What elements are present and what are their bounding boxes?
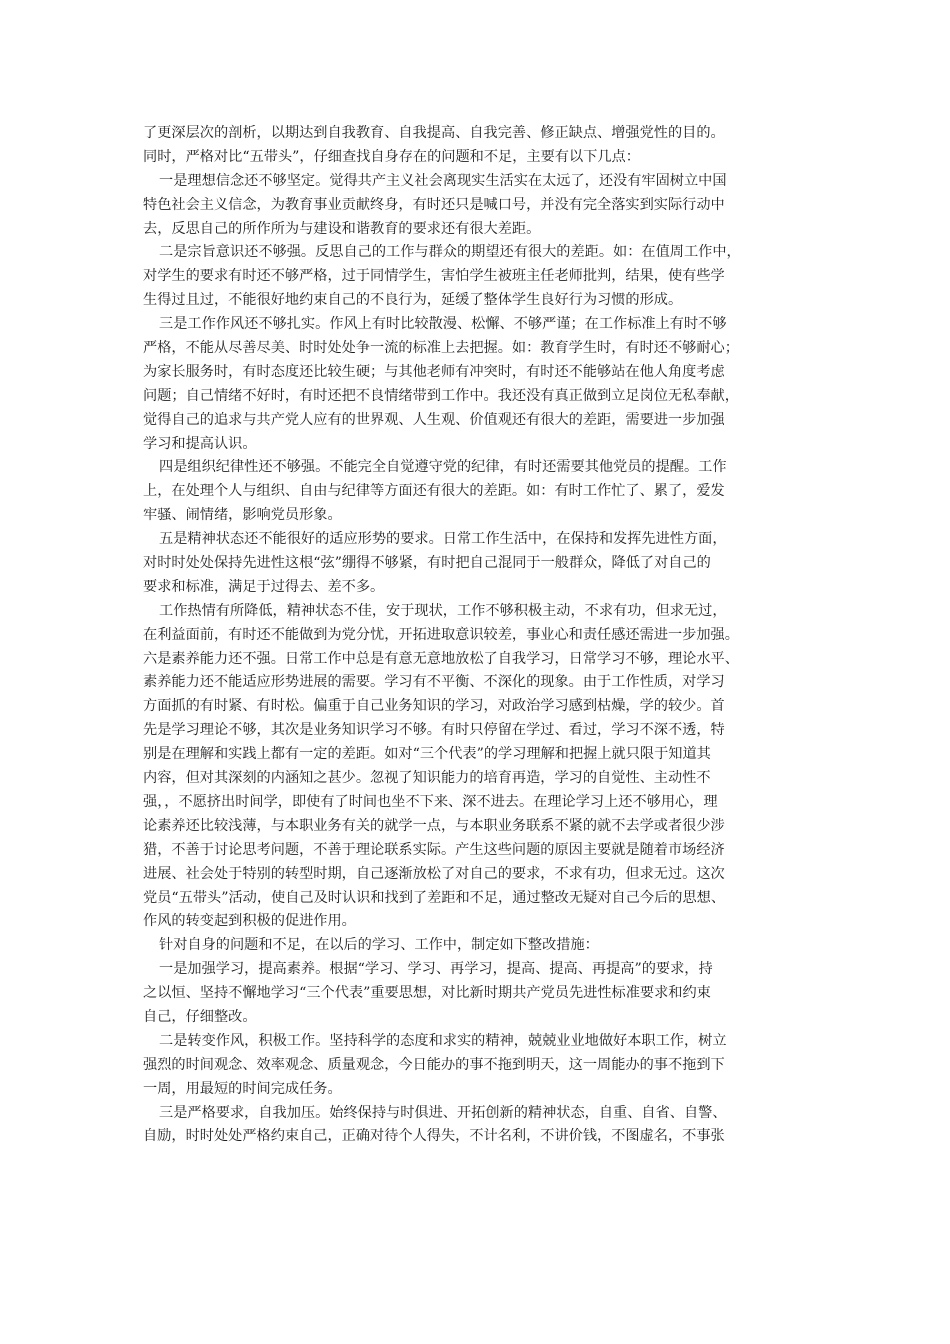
text-line: 素养能力还不能适应形势进展的需要。学习有不平衡、不深化的现象。由于工作性质，对学习: [143, 674, 725, 691]
text-line: 一是理想信念还不够坚定。觉得共产主义社会离现实生活实在太远了，还没有牢固树立中国: [159, 172, 727, 189]
text-line: 生得过且过，不能很好地约束自己的不良行为，延缓了整体学生良好行为习惯的形成。: [143, 292, 683, 309]
text-line: 在利益面前，有时还不能做到为党分忧，开拓进取意识较差，事业心和责任感还需进一步加强。: [143, 626, 739, 643]
text-line: 别是在理解和实践上都有一定的差距。如对“三个代表”的学习理解和把握上就只限于知道其: [143, 746, 711, 763]
text-line: 六是素养能力还不强。日常工作中总是有意无意地放松了自我学习，日常学习不够，理论水平、: [143, 650, 739, 667]
text-line: 为家长服务时，有时态度还比较生硬；与其他老师有冲突时，有时还不能够站在他人角度考虑: [143, 363, 725, 380]
text-line: 二是转变作风，积极工作。坚持科学的态度和求实的精神，兢兢业业地做好本职工作，树立: [159, 1032, 727, 1049]
text-line: 进展、社会处于特别的转型时期，自己逐渐放松了对自己的要求，不求有功，但求无过。这次: [143, 865, 725, 882]
text-line: 一周，用最短的时间完成任务。: [143, 1080, 342, 1097]
text-line: 了更深层次的剖析，以期达到自我教育、自我提高、自我完善、修正缺点、增强党性的目的。: [143, 125, 725, 141]
text-line: 一是加强学习，提高素养。根据“学习、学习、再学习，提高、提高、再提高”的要求，持: [159, 961, 713, 978]
text-line: 方面抓的有时紧、有时松。偏重于自己业务知识的学习，对政治学习感到枯燥，学的较少。首: [143, 698, 725, 715]
text-line: 上，在处理个人与组织、自由与纪律等方面还有很大的差距。如：有时工作忙了、累了，爱发: [143, 483, 725, 500]
text-line: 之以恒、坚持不懈地学习“三个代表”重要思想，对比新时期共产党员先进性标准要求和约束: [143, 985, 711, 1002]
text-line: 工作热情有所降低，精神状态不佳，安于现状，工作不够积极主动，不求有功，但求无过，: [159, 602, 727, 619]
text-line: 猎，不善于讨论思考问题，不善于理论联系实际。产生这些问题的原因主要就是随着市场经济: [143, 841, 725, 858]
text-line: 觉得自己的追求与共产党人应有的世界观、人生观、价值观还有很大的差距，需要进一步加强: [143, 411, 725, 428]
text-line: 二是宗旨意识还不够强。反思自己的工作与群众的期望还有很大的差距。如：在值周工作中，: [159, 244, 741, 261]
text-line: 党员“五带头”活动，使自己及时认识和找到了差距和不足，通过整改无疑对自己今后的思想、: [143, 889, 726, 906]
text-line: 牢骚、闹情绪，影响党员形象。: [143, 507, 342, 524]
text-line: 内容，但对其深刻的内涵知之甚少。忽视了知识能力的培育再造，学习的自觉性、主动性不: [143, 770, 711, 787]
text-line: 学习和提高认识。: [143, 435, 257, 452]
text-line: 同时，严格对比“五带头”，仔细查找自身存在的问题和不足，主要有以下几点：: [143, 148, 640, 165]
text-line: 作风的转变起到积极的促进作用。: [143, 913, 356, 930]
text-line: 去，反思自己的所作所为与建设和谐教育的要求还有很大差距。: [143, 220, 541, 237]
text-line: 要求和标准，满足于过得去、差不多。: [143, 578, 385, 595]
text-line: 强烈的时间观念、效率观念、质量观念，今日能办的事不拖到明天，这一周能办的事不拖到下: [143, 1056, 725, 1073]
text-line: 四是组织纪律性还不够强。不能完全自觉遵守党的纪律，有时还需要其他党员的提醒。工作: [159, 459, 727, 476]
text-line: 对时时处处保持先进性这根“弦”绷得不够紧，有时把自己混同于一般群众，降低了对自己的: [143, 555, 711, 572]
text-line: 自己，仔细整改。: [143, 1008, 257, 1025]
text-line: 对学生的要求有时还不够严格，过于同情学生，害怕学生被班主任老师批判，结果，使有些学: [143, 268, 725, 285]
text-line: 自励，时时处处严格约束自己，正确对待个人得失，不计名利，不讲价钱，不图虚名，不事张: [143, 1128, 725, 1145]
document-body: [143, 122, 813, 1149]
text-line: 强，，不愿挤出时间学，即使有了时间也坐不下来、深不进去。在理论学习上还不够用心，理: [143, 793, 718, 810]
text-line: 三是严格要求，自我加压。始终保持与时俱进、开拓创新的精神状态，自重、自省、自警、: [159, 1104, 727, 1121]
text-line: 先是学习理论不够，其次是业务知识学习不够。有时只停留在学过、看过，学习不深不透，特: [143, 722, 725, 739]
text-line: 特色社会主义信念，为教育事业贡献终身，有时还只是喊口号，并没有完全落实到实际行动中: [143, 196, 725, 213]
text-line: 严格，不能从尽善尽美、时时处处争一流的标准上去把握。如：教育学生时，有时还不够耐心；: [143, 340, 739, 357]
text-line: 论素养还比较浅薄，与本职业务有关的就学一点，与本职业务联系不紧的就不去学或者很少涉: [143, 817, 725, 834]
text-line: 针对自身的问题和不足，在以后的学习、工作中，制定如下整改措施：: [159, 937, 599, 954]
text-line: 问题；自己情绪不好时，有时还把不良情绪带到工作中。我还没有真正做到立足岗位无私奉献，: [143, 387, 739, 404]
text-line: 三是工作作风还不够扎实。作风上有时比较散漫、松懈、不够严谨；在工作标准上有时不够: [159, 316, 727, 333]
text-line: 五是精神状态还不能很好的适应形势的要求。日常工作生活中，在保持和发挥先进性方面，: [159, 531, 727, 548]
